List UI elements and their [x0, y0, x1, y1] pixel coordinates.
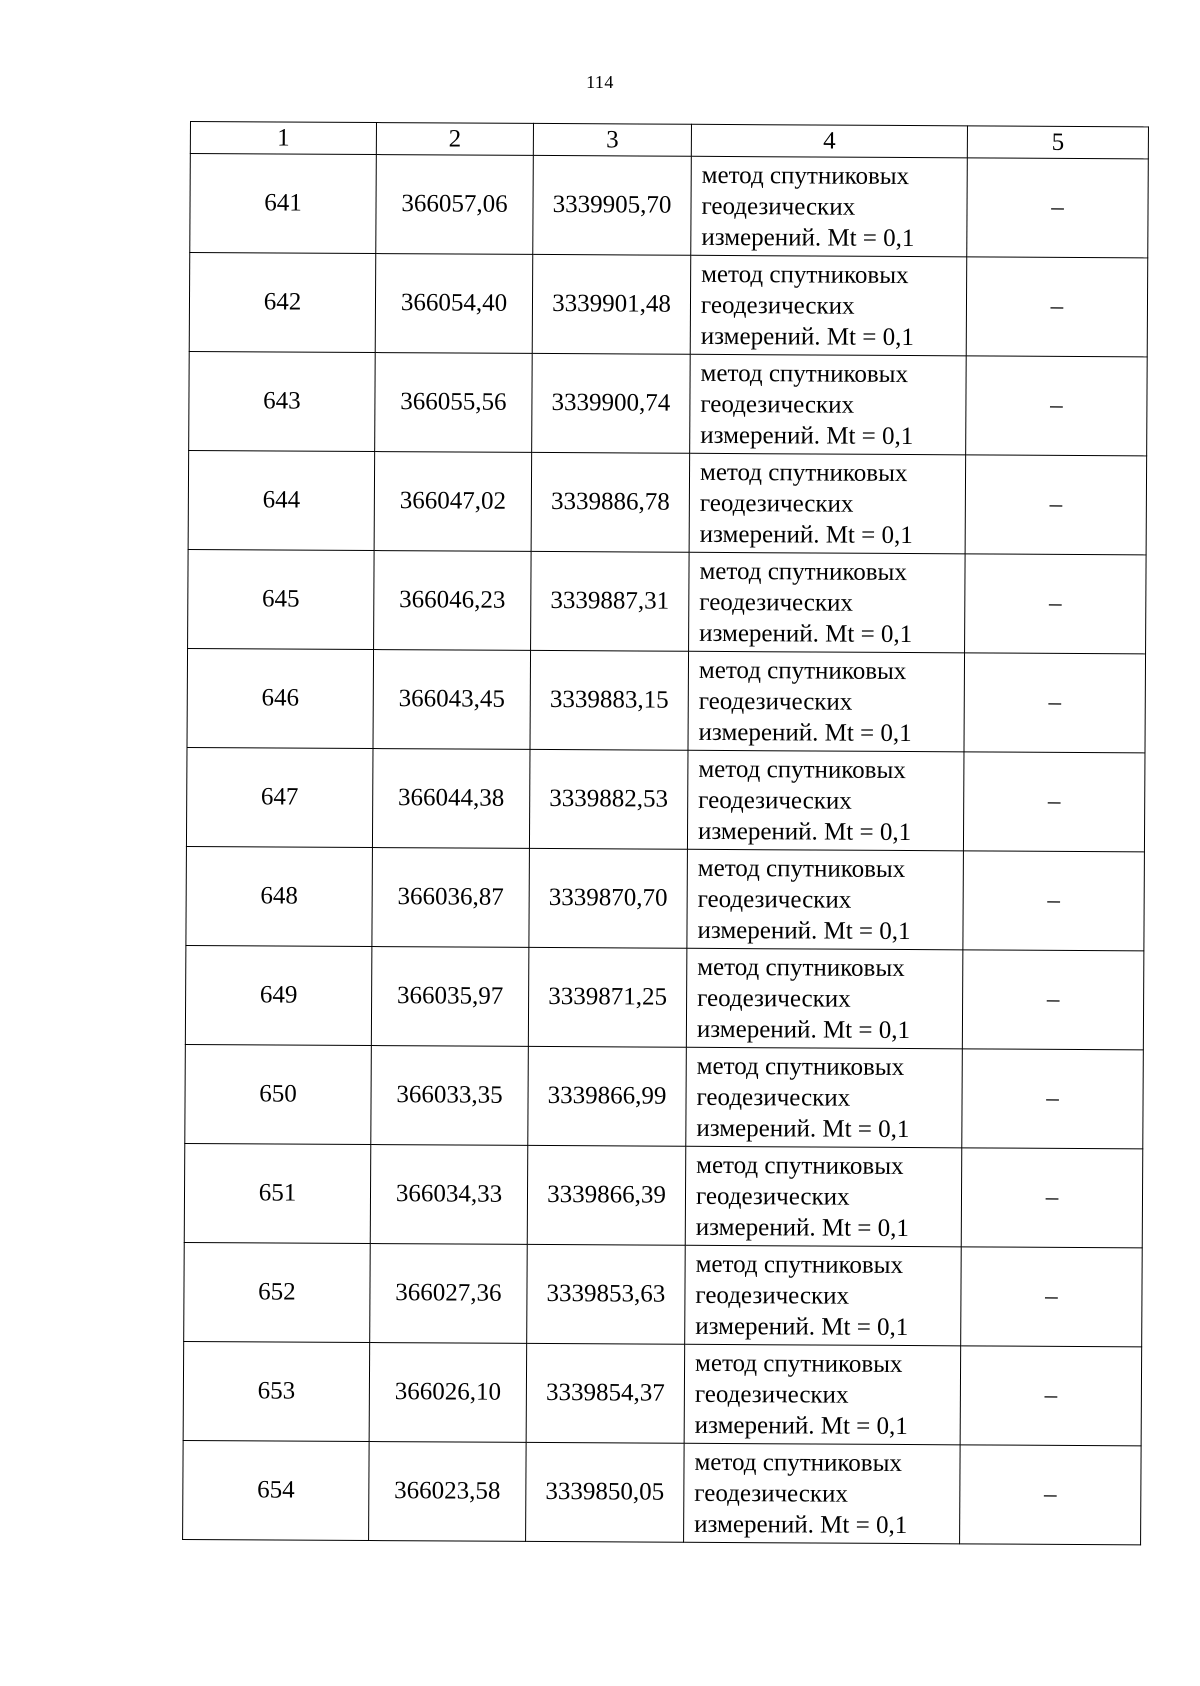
header-col-3: 3 [533, 123, 691, 156]
y-coordinate-cell: 3339854,37 [526, 1343, 685, 1443]
x-coordinate-cell: 366027,36 [370, 1244, 528, 1344]
x-coordinate-cell: 366047,02 [374, 452, 532, 552]
note-cell: – [962, 1049, 1144, 1149]
y-coordinate-cell: 3339853,63 [527, 1244, 686, 1344]
method-line: метод спутниковых [697, 953, 905, 982]
point-number-cell: 641 [190, 154, 377, 254]
method-cell [691, 156, 968, 257]
method-line: метод спутниковых [694, 1349, 903, 1378]
y-coordinate-cell: 3339900,74 [532, 353, 691, 453]
method-line: метод спутниковых [699, 557, 907, 586]
method-line: измерений. Mt = 0,1 [699, 619, 913, 648]
y-coordinate-cell: 3339887,31 [531, 551, 690, 651]
method-line: геодезических [695, 1281, 850, 1310]
method-line: измерений. Mt = 0,1 [696, 1015, 911, 1044]
table-row [185, 945, 1144, 1049]
note-cell: – [961, 1247, 1143, 1347]
method-cell [688, 651, 965, 752]
note-cell: – [966, 356, 1148, 456]
table-body [183, 154, 1149, 1545]
x-coordinate-cell: 366057,06 [376, 155, 534, 255]
method-line: измерений. Mt = 0,1 [697, 916, 911, 945]
point-number-cell: 643 [189, 351, 376, 451]
note-cell: – [964, 653, 1146, 753]
method-line: геодезических [700, 390, 855, 419]
header-col-2: 2 [376, 123, 533, 156]
method-line: геодезических [698, 786, 852, 815]
method-line: измерений. Mt = 0,1 [694, 1510, 908, 1539]
note-cell: – [963, 851, 1145, 951]
method-line: геодезических [699, 489, 854, 518]
y-coordinate-cell: 3339866,39 [527, 1145, 686, 1245]
method-cell [684, 1344, 961, 1445]
method-cell [690, 255, 967, 356]
table-row [188, 549, 1147, 653]
x-coordinate-cell: 366043,45 [373, 650, 531, 750]
note-cell: – [965, 455, 1147, 555]
y-coordinate-cell: 3339905,70 [533, 155, 692, 255]
x-coordinate-cell: 366046,23 [374, 551, 532, 651]
table-row [189, 253, 1148, 357]
y-coordinate-cell: 3339850,05 [526, 1442, 685, 1542]
note-cell: – [961, 1148, 1143, 1248]
method-line: метод спутниковых [695, 1250, 904, 1279]
method-cell [687, 849, 964, 950]
method-cell [685, 1245, 962, 1346]
point-number-cell: 650 [185, 1044, 372, 1144]
header-col-1: 1 [190, 122, 376, 155]
note-cell: – [966, 257, 1148, 357]
method-cell [689, 552, 966, 653]
method-line: метод спутниковых [698, 755, 906, 784]
point-number-cell: 649 [185, 945, 372, 1045]
x-coordinate-cell: 366023,58 [369, 1442, 527, 1542]
note-cell: – [967, 158, 1149, 258]
table-row [187, 648, 1146, 752]
point-number-cell: 645 [188, 549, 375, 649]
table-row [183, 1341, 1142, 1445]
point-number-cell: 652 [184, 1242, 371, 1342]
table-row [190, 154, 1149, 258]
table-row [185, 1044, 1144, 1148]
point-number-cell: 648 [186, 846, 373, 946]
y-coordinate-cell: 3339901,48 [532, 254, 691, 354]
x-coordinate-cell: 366034,33 [370, 1145, 528, 1245]
method-line: геодезических [696, 1083, 851, 1112]
note-cell: – [963, 752, 1145, 852]
method-line: метод спутниковых [700, 359, 909, 388]
method-cell [685, 1146, 962, 1247]
point-number-cell: 647 [186, 747, 373, 847]
method-line: измерений. Mt = 0,1 [700, 322, 914, 351]
table-row [189, 351, 1148, 455]
method-line: геодезических [697, 984, 851, 1013]
method-line: метод спутниковых [697, 854, 906, 883]
method-line: геодезических [701, 192, 856, 221]
point-number-cell: 646 [187, 648, 374, 748]
method-line: измерений. Mt = 0,1 [695, 1213, 909, 1242]
method-line: геодезических [695, 1182, 850, 1211]
point-number-cell: 642 [189, 253, 376, 353]
x-coordinate-cell: 366036,87 [372, 848, 530, 948]
note-cell: – [965, 554, 1147, 654]
note-cell: – [960, 1445, 1142, 1545]
method-cell [686, 1047, 963, 1148]
x-coordinate-cell: 366026,10 [369, 1343, 527, 1443]
y-coordinate-cell: 3339882,53 [529, 749, 688, 849]
method-cell [684, 1443, 961, 1544]
method-line: измерений. Mt = 0,1 [694, 1411, 908, 1440]
method-line: геодезических [698, 687, 853, 716]
table-row [183, 1440, 1142, 1544]
method-line: измерений. Mt = 0,1 [700, 421, 914, 450]
method-cell [686, 948, 963, 1049]
method-cell [690, 354, 967, 455]
method-line: геодезических [699, 588, 853, 617]
y-coordinate-cell: 3339886,78 [531, 452, 690, 552]
table-row [184, 1242, 1143, 1346]
method-line: измерений. Mt = 0,1 [697, 817, 912, 846]
method-line: измерений. Mt = 0,1 [696, 1114, 910, 1143]
method-line: геодезических [700, 291, 855, 320]
method-line: геодезических [697, 885, 852, 914]
method-line: метод спутниковых [699, 458, 908, 487]
header-row [190, 122, 1148, 159]
method-line: метод спутниковых [696, 1052, 905, 1081]
y-coordinate-cell: 3339871,25 [528, 947, 687, 1047]
method-line: измерений. Mt = 0,1 [698, 718, 912, 747]
method-line: метод спутниковых [694, 1448, 902, 1477]
x-coordinate-cell: 366054,40 [375, 254, 533, 354]
method-line: измерений. Mt = 0,1 [695, 1312, 909, 1341]
y-coordinate-cell: 3339883,15 [530, 650, 689, 750]
method-line: измерений. Mt = 0,1 [699, 520, 913, 549]
method-line: геодезических [694, 1479, 849, 1508]
method-line: измерений. Mt = 0,1 [701, 223, 915, 252]
method-line: метод спутниковых [696, 1151, 904, 1180]
method-line: метод спутниковых [701, 161, 910, 190]
table-row [186, 846, 1145, 950]
x-coordinate-cell: 366044,38 [372, 749, 530, 849]
y-coordinate-cell: 3339870,70 [529, 848, 688, 948]
table-row [184, 1143, 1143, 1247]
coordinates-table [182, 121, 1149, 1545]
table-row [188, 450, 1147, 554]
method-line: метод спутниковых [698, 656, 907, 685]
x-coordinate-cell: 366055,56 [375, 353, 533, 453]
header-col-4: 4 [691, 124, 967, 158]
point-number-cell: 651 [184, 1143, 371, 1243]
note-cell: – [960, 1346, 1142, 1446]
header-col-5: 5 [967, 126, 1148, 159]
method-cell [687, 750, 964, 851]
table-row [186, 747, 1145, 851]
table-header [190, 122, 1148, 159]
point-number-cell: 654 [183, 1440, 370, 1540]
x-coordinate-cell: 366033,35 [371, 1046, 529, 1146]
page-number: 114 [586, 72, 614, 92]
method-line: геодезических [694, 1380, 849, 1409]
note-cell: – [962, 950, 1144, 1050]
x-coordinate-cell: 366035,97 [371, 947, 529, 1047]
point-number-cell: 653 [183, 1341, 370, 1441]
method-line: метод спутниковых [701, 260, 909, 289]
y-coordinate-cell: 3339866,99 [528, 1046, 687, 1146]
point-number-cell: 644 [188, 450, 375, 550]
method-cell [689, 453, 966, 554]
